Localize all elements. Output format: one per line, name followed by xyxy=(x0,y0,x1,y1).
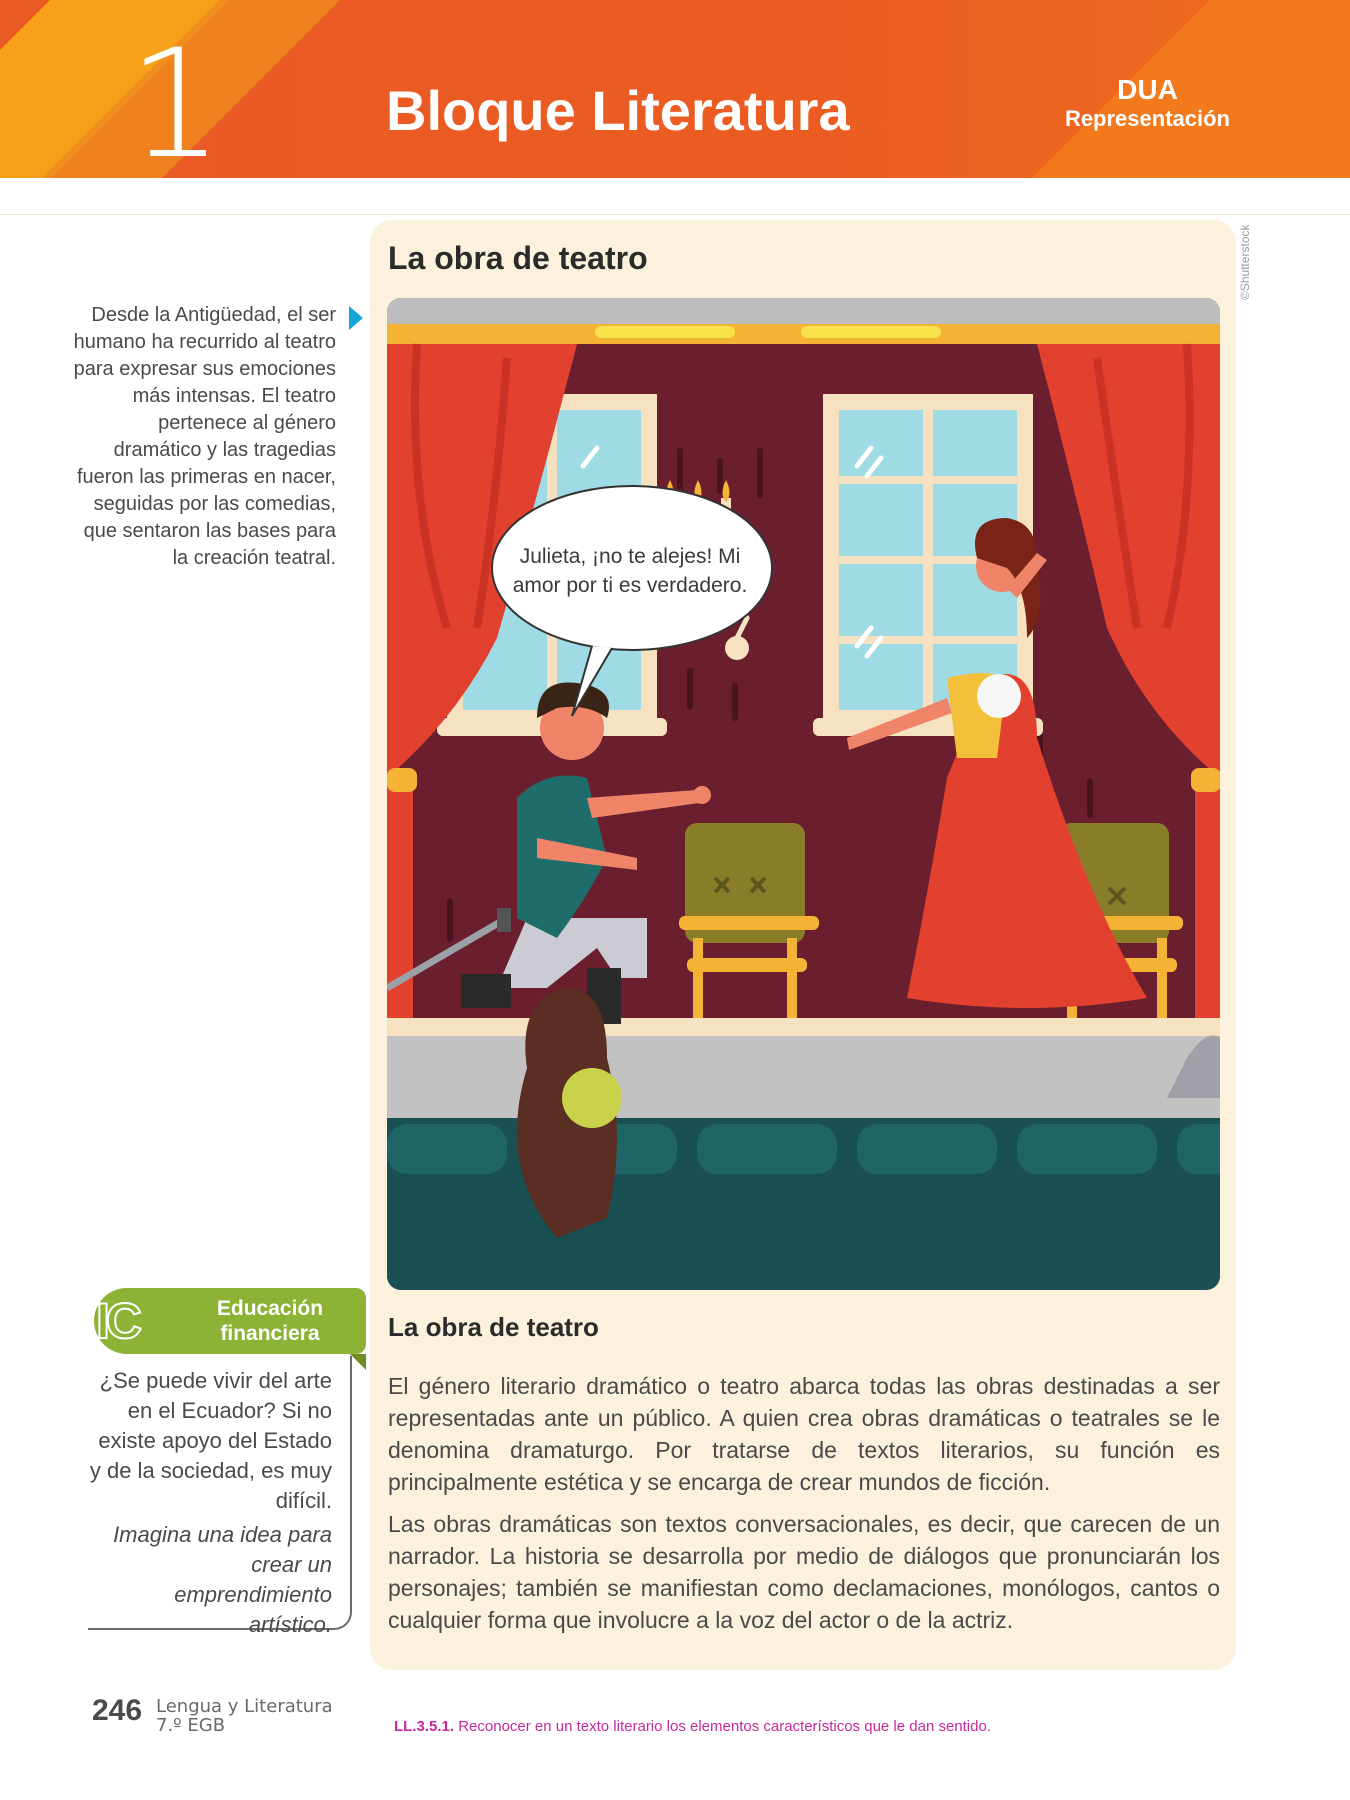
paragraph: El género literario dramático o teatro abarca todas las obras destinadas a ser representadas ante un público. A quien crea obras dramáticas o teatrales se le denomina dramaturgo. Por tratarse de textos literarios, su función es principalmente estética y se encarga de crear mundos de ficción. xyxy=(388,1373,1220,1495)
block-title: Bloque Literatura xyxy=(386,79,850,142)
footer-grade: 7.º EGB xyxy=(156,1715,226,1736)
dua-label xyxy=(1065,74,1230,132)
skill-criterion xyxy=(394,1718,991,1735)
body-text xyxy=(388,1370,1220,1646)
skill-code: LL.3.5.1. xyxy=(394,1718,455,1735)
page-header xyxy=(0,0,1350,178)
page-number: 246 xyxy=(92,1694,143,1727)
financial-education-task: Imagina una idea para crear un emprendimiento artístico. xyxy=(113,1522,332,1637)
tab-fold-decor xyxy=(350,1354,366,1370)
ic-logo-icon: IC xyxy=(96,1293,138,1349)
intro-text: Desde la Antigüedad, el ser humano ha recurrido al teatro para expresar sus emociones más intensas. El teatro pertenece al género dramático y las tragedias fueron las primeras en nacer, seguidas por las comedias, que sentaron las bases para la creación teatral. xyxy=(73,304,336,569)
theater-illustration xyxy=(387,298,1220,1290)
skill-text: Reconocer en un texto literario los elementos característicos que le dan sentido. xyxy=(458,1718,991,1735)
financial-education-title: Educación financiera xyxy=(216,1297,324,1345)
card-title: La obra de teatro xyxy=(388,240,648,276)
footer-subject: Lengua y Literatura xyxy=(156,1696,333,1717)
financial-education-question: ¿Se puede vivir del arte en el Ecuador? Si no existe apoyo del Estado y de la sociedad, es muy difícil. xyxy=(89,1368,332,1513)
arrow-right-icon xyxy=(349,306,363,330)
speech-bubble-text: Julieta, ¡no te alejes! Mi amor por ti es verdadero. xyxy=(512,545,748,597)
block-number: 1 xyxy=(128,18,224,178)
header-divider xyxy=(0,214,1350,215)
dua-subtitle: Representación xyxy=(1064,106,1230,131)
theater-scene-image xyxy=(387,298,1220,1290)
paragraph: Las obras dramáticas son textos conversacionales, es decir, que carecen de un narrador. La historia se desarrolla por medio de diálogos que pronunciarán los personajes; también se manifiestan como declamaciones, monólogos, cantos o cualquier forma que involucre a la voz del actor o de la actriz. xyxy=(388,1511,1220,1633)
section-title: La obra de teatro xyxy=(388,1312,599,1342)
image-credit: ©Shutterstock xyxy=(1238,224,1252,300)
dua-title: DUA xyxy=(1117,74,1178,105)
